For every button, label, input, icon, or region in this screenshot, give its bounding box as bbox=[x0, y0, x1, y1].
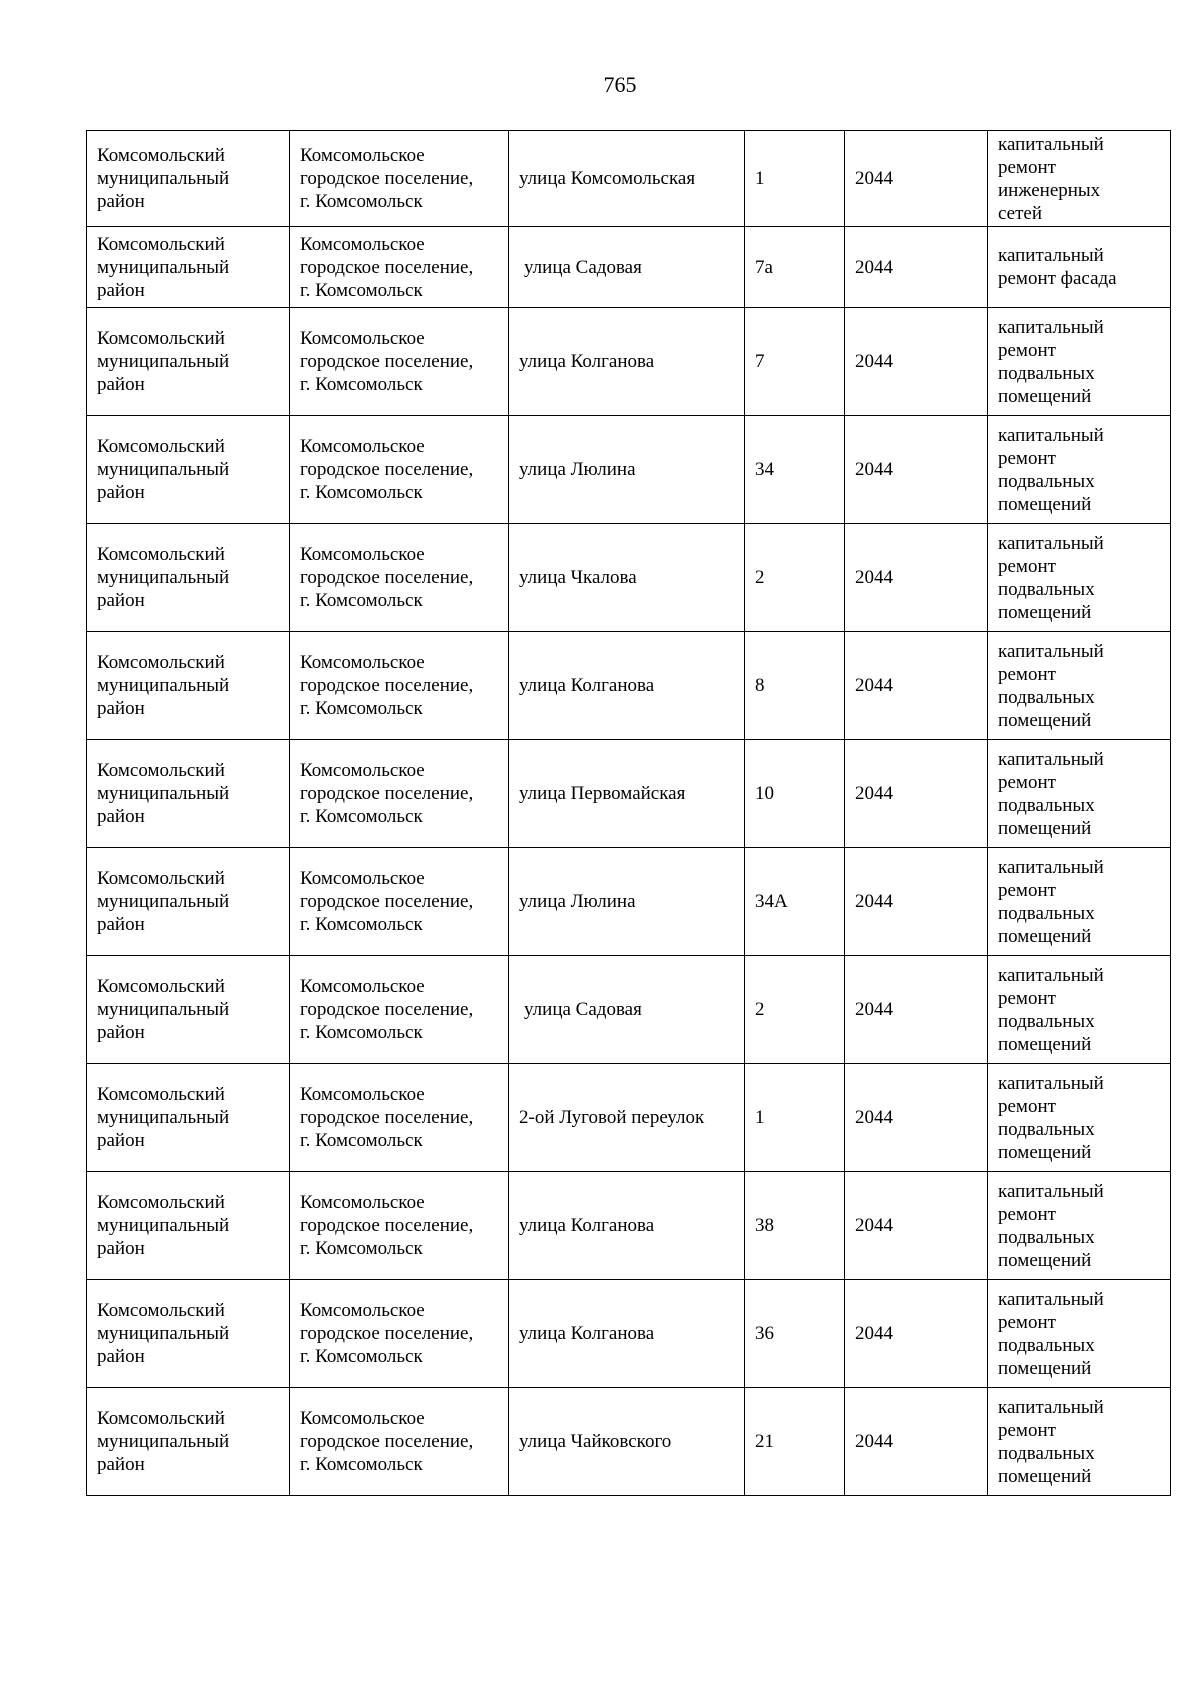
street-cell: 2-ой Луговой переулок bbox=[509, 1064, 745, 1172]
table-row bbox=[87, 1172, 1171, 1280]
settlement-cell: Комсомольское городское поселение, г. Комсомольск bbox=[290, 1064, 509, 1172]
year-cell: 2044 bbox=[845, 131, 988, 227]
settlement-cell: Комсомольское городское поселение, г. Комсомольск bbox=[290, 227, 509, 308]
district-cell: Комсомольский муниципальный район bbox=[87, 1064, 290, 1172]
table-row bbox=[87, 227, 1171, 308]
house-number-cell: 38 bbox=[745, 1172, 845, 1280]
table-row bbox=[87, 1388, 1171, 1496]
street-cell: улица Садовая bbox=[509, 956, 745, 1064]
street-cell: улица Колганова bbox=[509, 1172, 745, 1280]
table-row bbox=[87, 416, 1171, 524]
district-cell: Комсомольский муниципальный район bbox=[87, 227, 290, 308]
house-number-cell: 36 bbox=[745, 1280, 845, 1388]
district-cell: Комсомольский муниципальный район bbox=[87, 524, 290, 632]
work-type-cell: капитальный ремонт подвальных помещений bbox=[988, 1280, 1171, 1388]
street-cell: улица Колганова bbox=[509, 632, 745, 740]
house-number-cell: 21 bbox=[745, 1388, 845, 1496]
house-number-cell: 7а bbox=[745, 227, 845, 308]
work-type-cell: капитальный ремонт подвальных помещений bbox=[988, 740, 1171, 848]
year-cell: 2044 bbox=[845, 1280, 988, 1388]
work-type-cell: капитальный ремонт фасада bbox=[988, 227, 1171, 308]
district-cell: Комсомольский муниципальный район bbox=[87, 416, 290, 524]
table-row bbox=[87, 1064, 1171, 1172]
year-cell: 2044 bbox=[845, 848, 988, 956]
district-cell: Комсомольский муниципальный район bbox=[87, 308, 290, 416]
table-row bbox=[87, 524, 1171, 632]
settlement-cell: Комсомольское городское поселение, г. Комсомольск bbox=[290, 848, 509, 956]
year-cell: 2044 bbox=[845, 1172, 988, 1280]
settlement-cell: Комсомольское городское поселение, г. Комсомольск bbox=[290, 308, 509, 416]
house-number-cell: 1 bbox=[745, 131, 845, 227]
table-row bbox=[87, 740, 1171, 848]
year-cell: 2044 bbox=[845, 632, 988, 740]
work-type-cell: капитальный ремонт подвальных помещений bbox=[988, 1064, 1171, 1172]
settlement-cell: Комсомольское городское поселение, г. Комсомольск bbox=[290, 131, 509, 227]
house-number-cell: 8 bbox=[745, 632, 845, 740]
work-type-cell: капитальный ремонт подвальных помещений bbox=[988, 1172, 1171, 1280]
work-type-cell: капитальный ремонт подвальных помещений bbox=[988, 632, 1171, 740]
settlement-cell: Комсомольское городское поселение, г. Комсомольск bbox=[290, 1280, 509, 1388]
house-number-cell: 1 bbox=[745, 1064, 845, 1172]
street-cell: улица Колганова bbox=[509, 1280, 745, 1388]
settlement-cell: Комсомольское городское поселение, г. Комсомольск bbox=[290, 416, 509, 524]
year-cell: 2044 bbox=[845, 524, 988, 632]
work-type-cell: капитальный ремонт подвальных помещений bbox=[988, 848, 1171, 956]
table-row bbox=[87, 308, 1171, 416]
street-cell: улица Люлина bbox=[509, 848, 745, 956]
settlement-cell: Комсомольское городское поселение, г. Комсомольск bbox=[290, 632, 509, 740]
table-row bbox=[87, 1280, 1171, 1388]
settlement-cell: Комсомольское городское поселение, г. Комсомольск bbox=[290, 524, 509, 632]
house-number-cell: 10 bbox=[745, 740, 845, 848]
district-cell: Комсомольский муниципальный район bbox=[87, 956, 290, 1064]
year-cell: 2044 bbox=[845, 1064, 988, 1172]
district-cell: Комсомольский муниципальный район bbox=[87, 1172, 290, 1280]
table-row bbox=[87, 956, 1171, 1064]
repair-schedule-table bbox=[86, 130, 1171, 1496]
work-type-cell: капитальный ремонт подвальных помещений bbox=[988, 956, 1171, 1064]
settlement-cell: Комсомольское городское поселение, г. Комсомольск bbox=[290, 1172, 509, 1280]
year-cell: 2044 bbox=[845, 416, 988, 524]
house-number-cell: 7 bbox=[745, 308, 845, 416]
year-cell: 2044 bbox=[845, 1388, 988, 1496]
district-cell: Комсомольский муниципальный район bbox=[87, 740, 290, 848]
district-cell: Комсомольский муниципальный район bbox=[87, 632, 290, 740]
house-number-cell: 34 bbox=[745, 416, 845, 524]
house-number-cell: 34А bbox=[745, 848, 845, 956]
table-row bbox=[87, 632, 1171, 740]
street-cell: улица Комсомольская bbox=[509, 131, 745, 227]
district-cell: Комсомольский муниципальный район bbox=[87, 1388, 290, 1496]
year-cell: 2044 bbox=[845, 956, 988, 1064]
district-cell: Комсомольский муниципальный район bbox=[87, 131, 290, 227]
street-cell: улица Садовая bbox=[509, 227, 745, 308]
table-row bbox=[87, 131, 1171, 227]
settlement-cell: Комсомольское городское поселение, г. Комсомольск bbox=[290, 956, 509, 1064]
street-cell: улица Чайковского bbox=[509, 1388, 745, 1496]
settlement-cell: Комсомольское городское поселение, г. Комсомольск bbox=[290, 740, 509, 848]
house-number-cell: 2 bbox=[745, 524, 845, 632]
work-type-cell: капитальный ремонт подвальных помещений bbox=[988, 416, 1171, 524]
work-type-cell: капитальный ремонт подвальных помещений bbox=[988, 524, 1171, 632]
year-cell: 2044 bbox=[845, 308, 988, 416]
work-type-cell: капитальный ремонт инженерных сетей bbox=[988, 131, 1171, 227]
district-cell: Комсомольский муниципальный район bbox=[87, 848, 290, 956]
street-cell: улица Чкалова bbox=[509, 524, 745, 632]
year-cell: 2044 bbox=[845, 227, 988, 308]
settlement-cell: Комсомольское городское поселение, г. Комсомольск bbox=[290, 1388, 509, 1496]
table-row bbox=[87, 848, 1171, 956]
street-cell: улица Колганова bbox=[509, 308, 745, 416]
year-cell: 2044 bbox=[845, 740, 988, 848]
district-cell: Комсомольский муниципальный район bbox=[87, 1280, 290, 1388]
work-type-cell: капитальный ремонт подвальных помещений bbox=[988, 1388, 1171, 1496]
house-number-cell: 2 bbox=[745, 956, 845, 1064]
street-cell: улица Люлина bbox=[509, 416, 745, 524]
street-cell: улица Первомайская bbox=[509, 740, 745, 848]
page-number: 765 bbox=[603, 72, 637, 97]
work-type-cell: капитальный ремонт подвальных помещений bbox=[988, 308, 1171, 416]
